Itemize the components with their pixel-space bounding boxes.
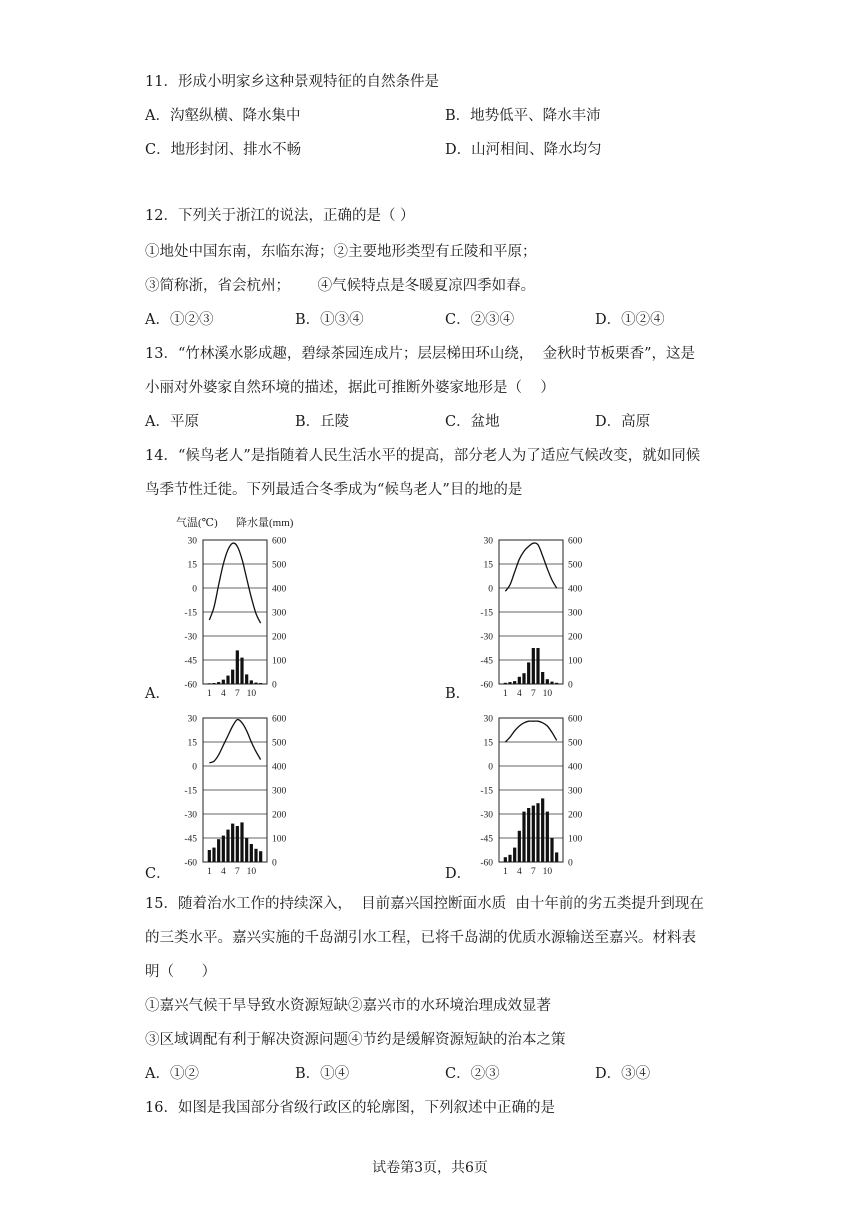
- q15-option-c: C．②③: [445, 1066, 500, 1082]
- chart-b-precip-tick: 100: [568, 656, 583, 667]
- chart-c-month-tick: 4: [220, 867, 226, 877]
- q14-option-c-label: C．: [145, 866, 171, 882]
- chart-d-temp-tick: 0: [488, 762, 493, 773]
- chart-b-precip-tick: 500: [568, 560, 583, 571]
- chart-b-precip-bar: [541, 672, 544, 684]
- chart-a-temp-tick: -30: [184, 632, 197, 643]
- chart-d-precip-tick: 100: [568, 834, 583, 845]
- chart-d-month-tick: 1: [502, 867, 508, 877]
- chart-b-temperature-line: [505, 543, 556, 591]
- q15-stem-line2: 的三类水平。嘉兴实施的千岛湖引水工程，已将千岛湖的优质水源输送至嘉兴。材料表: [145, 930, 696, 946]
- chart-a-precip-tick: 500: [272, 560, 287, 571]
- chart-a-precip-bar: [208, 683, 211, 684]
- chart-a-month-tick: 1: [206, 689, 212, 699]
- chart-d-precip-bar: [504, 857, 507, 862]
- q13-option-b: B．丘陵: [295, 414, 350, 430]
- chart-c-temp-tick: -15: [184, 786, 197, 797]
- chart-d-precip-tick: 200: [568, 810, 583, 821]
- chart-a-precip-bar: [212, 683, 215, 684]
- chart-b-precip-bar: [546, 679, 549, 684]
- chart-c-month-tick: 10: [246, 867, 257, 877]
- climate-chart-d: [466, 712, 606, 878]
- chart-a-month-tick: 10: [246, 689, 257, 699]
- q14-option-b-label: B．: [445, 686, 471, 702]
- q15-option-b: B．①④: [295, 1066, 350, 1082]
- chart-c-temp-tick: -45: [184, 834, 197, 845]
- climate-chart-b-svg: [466, 534, 606, 700]
- q11-option-c: C．地形封闭、排水不畅: [145, 142, 302, 158]
- chart-a-temp-tick: 0: [192, 584, 197, 595]
- chart-d-precip-tick: 600: [568, 714, 583, 725]
- q14-option-a-label: A．: [145, 686, 170, 702]
- chart-c-precip-bar: [208, 850, 211, 862]
- q14-stem-line2: 鸟季节性迁徙。下列最适合冬季成为“候鸟老人”目的地的是: [145, 482, 523, 498]
- chart-c-precip-bar: [250, 844, 253, 862]
- chart-d-precip-tick: 300: [568, 786, 583, 797]
- chart-c-precip-bar: [212, 848, 215, 862]
- q13-option-d: D．高原: [595, 414, 651, 430]
- chart-b-precip-bar: [518, 677, 521, 684]
- chart-b-month-tick: 1: [502, 689, 508, 699]
- chart-d-temp-tick: -60: [480, 858, 493, 869]
- q15-option-a: A．①②: [145, 1066, 199, 1082]
- chart-a-precip-bar: [217, 682, 220, 684]
- q12-statement-line2: ③简称浙，省会杭州； ④气候特点是冬暖夏凉四季如春。: [145, 278, 536, 294]
- chart-b-precip-tick: 300: [568, 608, 583, 619]
- chart-a-precip-tick: 200: [272, 632, 287, 643]
- chart-a-precip-bar: [259, 683, 262, 684]
- q13-stem-line1: 13．“竹林溪水影成趣，碧绿茶园连成片；层层梯田环山绕， 金秋时节板栗香”，这是: [145, 346, 695, 362]
- chart-a-right-axis-title: 降水量(mm): [236, 517, 294, 529]
- q13-option-a: A．平原: [145, 414, 199, 430]
- chart-b-precip-bar: [508, 682, 511, 684]
- q15-statement-line1: ①嘉兴气候干旱导致水资源短缺②嘉兴市的水环境治理成效显著: [145, 998, 551, 1014]
- chart-c-temp-tick: 15: [187, 738, 197, 749]
- chart-c-month-tick: 1: [206, 867, 212, 877]
- chart-a-precip-tick: 300: [272, 608, 287, 619]
- chart-d-temp-tick: -15: [480, 786, 493, 797]
- chart-c-temp-tick: -30: [184, 810, 197, 821]
- chart-c-precip-tick: 100: [272, 834, 287, 845]
- chart-c-temp-tick: 30: [187, 714, 197, 725]
- q12-option-d: D．①②④: [595, 312, 665, 328]
- chart-b-precip-bar: [555, 683, 558, 684]
- chart-b-precip-bar: [504, 683, 507, 684]
- chart-d-precip-bar: [536, 803, 539, 862]
- chart-d-temp-tick: 30: [483, 714, 493, 725]
- chart-a-precip-bar: [250, 680, 253, 684]
- q12-option-c: C．②③④: [445, 312, 515, 328]
- q16-stem: 16．如图是我国部分省级行政区的轮廓图，下列叙述中正确的是: [145, 1100, 555, 1116]
- chart-a-temp-tick: -60: [184, 680, 197, 691]
- chart-d-precip-bar: [546, 812, 549, 862]
- chart-c-precip-bar: [254, 849, 257, 862]
- climate-chart-a-svg: [170, 510, 310, 700]
- chart-d-precip-bar: [508, 855, 511, 862]
- chart-b-temp-tick: 15: [483, 560, 493, 571]
- chart-c-precip-bar: [217, 839, 220, 862]
- chart-a-precip-tick: 400: [272, 584, 287, 595]
- chart-d-precip-bar: [532, 806, 535, 862]
- chart-a-precip-bar: [245, 674, 248, 684]
- chart-b-temp-tick: -30: [480, 632, 493, 643]
- climate-chart-d-svg: [466, 712, 606, 878]
- chart-a-left-axis-title: 气温(℃): [176, 517, 218, 529]
- chart-a-temp-tick: 15: [187, 560, 197, 571]
- chart-c-temp-tick: -60: [184, 858, 197, 869]
- chart-a-precip-bar: [240, 658, 243, 684]
- climate-chart-c-svg: [170, 712, 310, 878]
- q15-stem-line3: 明（ ）: [145, 964, 217, 980]
- chart-c-precip-bar: [222, 836, 225, 862]
- chart-d-temp-tick: -45: [480, 834, 493, 845]
- chart-c-precip-bar: [240, 822, 243, 862]
- chart-a-precip-bar: [222, 680, 225, 684]
- chart-b-precip-tick: 400: [568, 584, 583, 595]
- chart-a-precip-bar: [231, 670, 234, 684]
- q13-stem-line2: 小丽对外婆家自然环境的描述，据此可推断外婆家地形是（ ）: [145, 380, 555, 396]
- chart-d-precip-bar: [518, 831, 521, 862]
- q12-statement-line1: ①地处中国东南，东临东海；②主要地形类型有丘陵和平原；: [145, 244, 537, 260]
- chart-c-precip-bar: [226, 830, 229, 862]
- chart-d-temperature-line: [505, 721, 556, 742]
- chart-c-precip-bar: [236, 826, 239, 862]
- q15-stem-line1: 15．随着治水工作的持续深入， 目前嘉兴国控断面水质 由十年前的劣五类提升到现在: [145, 896, 704, 912]
- q12-option-a: A．①②③: [145, 312, 214, 328]
- chart-b-precip-bar: [550, 682, 553, 684]
- q12-stem: 12．下列关于浙江的说法，正确的是（ ）: [145, 208, 415, 224]
- chart-b-month-tick: 10: [542, 689, 553, 699]
- chart-d-precip-bar: [550, 838, 553, 862]
- chart-a-temperature-line: [209, 543, 260, 623]
- chart-c-precip-tick: 500: [272, 738, 287, 749]
- chart-a-temp-tick: -45: [184, 656, 197, 667]
- chart-a-month-tick: 4: [220, 689, 226, 699]
- q11-stem: 11．形成小明家乡这种景观特征的自然条件是: [145, 74, 439, 90]
- chart-c-precip-bar: [259, 851, 262, 862]
- chart-d-precip-bar: [522, 812, 525, 862]
- q11-option-d: D．山河相间、降水均匀: [445, 142, 602, 158]
- chart-b-precip-bar: [513, 681, 516, 684]
- climate-chart-a: [170, 510, 310, 700]
- chart-d-temp-tick: -30: [480, 810, 493, 821]
- chart-d-precip-tick: 500: [568, 738, 583, 749]
- chart-c-precip-tick: 300: [272, 786, 287, 797]
- q15-option-d: D．③④: [595, 1066, 651, 1082]
- chart-c-temperature-line: [209, 720, 260, 763]
- chart-c-temp-tick: 0: [192, 762, 197, 773]
- page-footer: 试卷第3页，共6页: [372, 1160, 488, 1176]
- chart-b-precip-bar: [522, 673, 525, 684]
- q11-option-a: A．沟壑纵横、降水集中: [145, 108, 301, 124]
- q15-statement-line2: ③区域调配有利于解决资源问题④节约是缓解资源短缺的治本之策: [145, 1032, 566, 1048]
- q13-option-c: C．盆地: [445, 414, 500, 430]
- chart-a-precip-tick: 0: [272, 680, 277, 691]
- chart-b-temp-tick: 0: [488, 584, 493, 595]
- chart-a-precip-bar: [236, 650, 239, 684]
- chart-b-temp-tick: 30: [483, 536, 493, 547]
- q14-stem-line1: 14．“候鸟老人”是指随着人民生活水平的提高，部分老人为了适应气候改变，就如同候: [145, 448, 701, 464]
- chart-a-temp-tick: -15: [184, 608, 197, 619]
- chart-b-month-tick: 7: [530, 689, 536, 699]
- chart-d-precip-bar: [513, 848, 516, 862]
- chart-d-month-tick: 7: [530, 867, 536, 877]
- chart-d-precip-bar: [527, 808, 530, 862]
- chart-c-precip-bar: [231, 824, 234, 862]
- q14-option-d-label: D．: [445, 866, 472, 882]
- q12-option-b: B．①③④: [295, 312, 364, 328]
- chart-c-precip-tick: 0: [272, 858, 277, 869]
- chart-a-precip-bar: [254, 683, 257, 684]
- chart-b-precip-tick: 600: [568, 536, 583, 547]
- chart-d-precip-tick: 0: [568, 858, 573, 869]
- chart-b-temp-tick: -15: [480, 608, 493, 619]
- climate-chart-c: [170, 712, 310, 878]
- chart-d-temp-tick: 15: [483, 738, 493, 749]
- chart-b-month-tick: 4: [516, 689, 522, 699]
- chart-b-precip-bar: [536, 648, 539, 684]
- chart-a-month-tick: 7: [234, 689, 240, 699]
- chart-a-temp-tick: 30: [187, 536, 197, 547]
- chart-b-precip-bar: [527, 662, 530, 684]
- chart-a-precip-bar: [226, 676, 229, 684]
- chart-d-precip-tick: 400: [568, 762, 583, 773]
- chart-c-precip-bar: [245, 838, 248, 862]
- chart-c-precip-tick: 400: [272, 762, 287, 773]
- chart-c-precip-tick: 200: [272, 810, 287, 821]
- chart-b-temp-tick: -45: [480, 656, 493, 667]
- chart-a-precip-tick: 600: [272, 536, 287, 547]
- chart-d-precip-bar: [555, 852, 558, 862]
- climate-chart-b: [466, 534, 606, 700]
- chart-d-month-tick: 4: [516, 867, 522, 877]
- chart-b-precip-tick: 0: [568, 680, 573, 691]
- chart-d-month-tick: 10: [542, 867, 553, 877]
- chart-b-precip-bar: [532, 648, 535, 684]
- chart-c-precip-tick: 600: [272, 714, 287, 725]
- chart-c-month-tick: 7: [234, 867, 240, 877]
- chart-b-temp-tick: -60: [480, 680, 493, 691]
- chart-b-precip-tick: 200: [568, 632, 583, 643]
- chart-d-precip-bar: [541, 798, 544, 862]
- chart-a-precip-tick: 100: [272, 656, 287, 667]
- q11-option-b: B．地势低平、降水丰沛: [445, 108, 601, 124]
